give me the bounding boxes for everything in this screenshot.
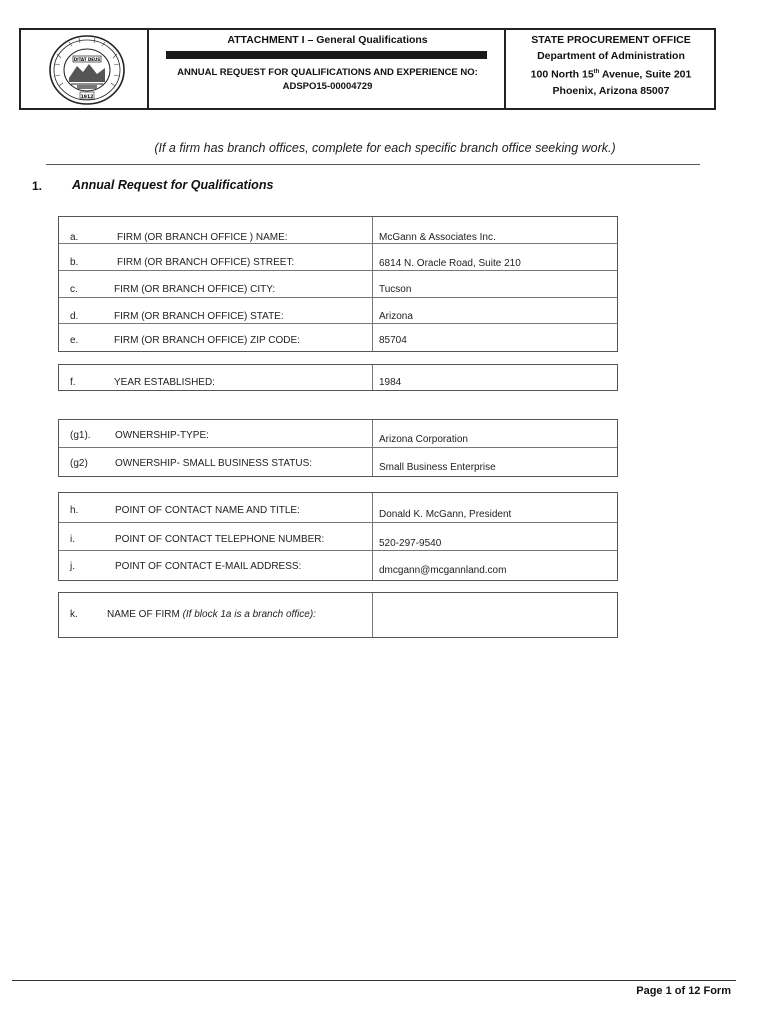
page-number: Page 1 of 12 Form xyxy=(636,985,731,997)
small-business-status-label: OWNERSHIP- SMALL BUSINESS STATUS: xyxy=(115,458,313,469)
firm-name-value: McGann & Associates Inc. xyxy=(379,232,496,243)
title-underline-bar xyxy=(166,51,487,59)
table-row xyxy=(59,448,617,476)
section-title: Annual Request for Qualifications xyxy=(72,178,274,192)
footer-divider xyxy=(12,980,736,981)
firm-state-value: Arizona xyxy=(379,311,413,322)
row-letter: c. xyxy=(70,284,78,295)
ownership-type-value: Arizona Corporation xyxy=(379,434,468,445)
table-row xyxy=(59,551,617,580)
table-row xyxy=(59,217,617,244)
table-row xyxy=(59,244,617,271)
seal-banner-text: DITAT DEUS xyxy=(73,56,101,62)
request-number: ADSPO15-00004729 xyxy=(282,81,373,92)
firm-zip-label: FIRM (OR BRANCH OFFICE) ZIP CODE: xyxy=(114,335,300,346)
row-letter: b. xyxy=(70,257,79,268)
table-row xyxy=(59,365,617,390)
row-letter: a. xyxy=(70,232,79,243)
state-seal-logo xyxy=(47,34,127,106)
contact-email-value: dmcgann@mcgannland.com xyxy=(379,565,507,576)
year-established-table xyxy=(58,364,618,391)
ownership-type-label: OWNERSHIP-TYPE: xyxy=(115,430,209,441)
firm-zip-value: 85704 xyxy=(379,335,407,346)
firm-street-value: 6814 N. Oracle Road, Suite 210 xyxy=(379,258,521,269)
year-established-value: 1984 xyxy=(379,377,402,388)
request-title-line1: ANNUAL REQUEST FOR QUALIFICATIONS AND EXPERIENCE NO: xyxy=(177,67,478,78)
ownership-table xyxy=(58,419,618,477)
parent-firm-label: NAME OF FIRM (If block 1a is a branch office): xyxy=(107,609,316,620)
office-department: Department of Administration xyxy=(537,50,685,62)
row-letter: f. xyxy=(70,377,76,388)
firm-address-table xyxy=(58,216,618,352)
row-letter: j. xyxy=(70,561,75,572)
table-row xyxy=(59,523,617,551)
contact-name-label: POINT OF CONTACT NAME AND TITLE: xyxy=(115,505,300,516)
office-name: STATE PROCUREMENT OFFICE xyxy=(531,34,691,46)
row-letter: (g2) xyxy=(70,458,88,469)
firm-street-label: FIRM (OR BRANCH OFFICE) STREET: xyxy=(117,257,295,268)
branch-office-note: (If a firm has branch offices, complete for each specific branch office seeking work.) xyxy=(154,141,616,155)
contact-phone-value: 520-297-9540 xyxy=(379,538,442,549)
office-address-block xyxy=(506,32,716,99)
table-row xyxy=(59,593,617,637)
table-row xyxy=(59,420,617,448)
note-divider xyxy=(46,164,700,165)
firm-city-label: FIRM (OR BRANCH OFFICE) CITY: xyxy=(114,284,276,295)
parent-firm-table xyxy=(58,592,618,638)
table-row xyxy=(59,493,617,523)
seal-year-text: 1912 xyxy=(80,94,94,100)
row-letter: i. xyxy=(70,534,75,545)
office-city: Phoenix, Arizona 85007 xyxy=(552,84,670,97)
table-row xyxy=(59,298,617,324)
firm-city-value: Tucson xyxy=(379,284,412,295)
row-letter: h. xyxy=(70,505,79,516)
section-number: 1. xyxy=(32,179,43,193)
row-letter: (g1). xyxy=(70,430,91,441)
firm-name-label: FIRM (OR BRANCH OFFICE ) NAME: xyxy=(117,232,288,243)
contact-phone-label: POINT OF CONTACT TELEPHONE NUMBER: xyxy=(115,534,325,545)
table-row xyxy=(59,271,617,298)
small-business-status-value: Small Business Enterprise xyxy=(379,462,496,473)
row-letter: d. xyxy=(70,311,79,322)
firm-state-label: FIRM (OR BRANCH OFFICE) STATE: xyxy=(114,311,284,322)
row-letter: e. xyxy=(70,335,79,346)
contact-name-value: Donald K. McGann, President xyxy=(379,509,512,520)
point-of-contact-table xyxy=(58,492,618,581)
row-letter: k. xyxy=(70,609,78,620)
contact-email-label: POINT OF CONTACT E-MAIL ADDRESS: xyxy=(115,561,302,572)
table-row xyxy=(59,324,617,351)
office-street: 100 North 15th Avenue, Suite 201 xyxy=(530,68,692,81)
year-established-label: YEAR ESTABLISHED: xyxy=(114,377,215,388)
attachment-title: ATTACHMENT I – General Qualifications xyxy=(227,34,428,46)
